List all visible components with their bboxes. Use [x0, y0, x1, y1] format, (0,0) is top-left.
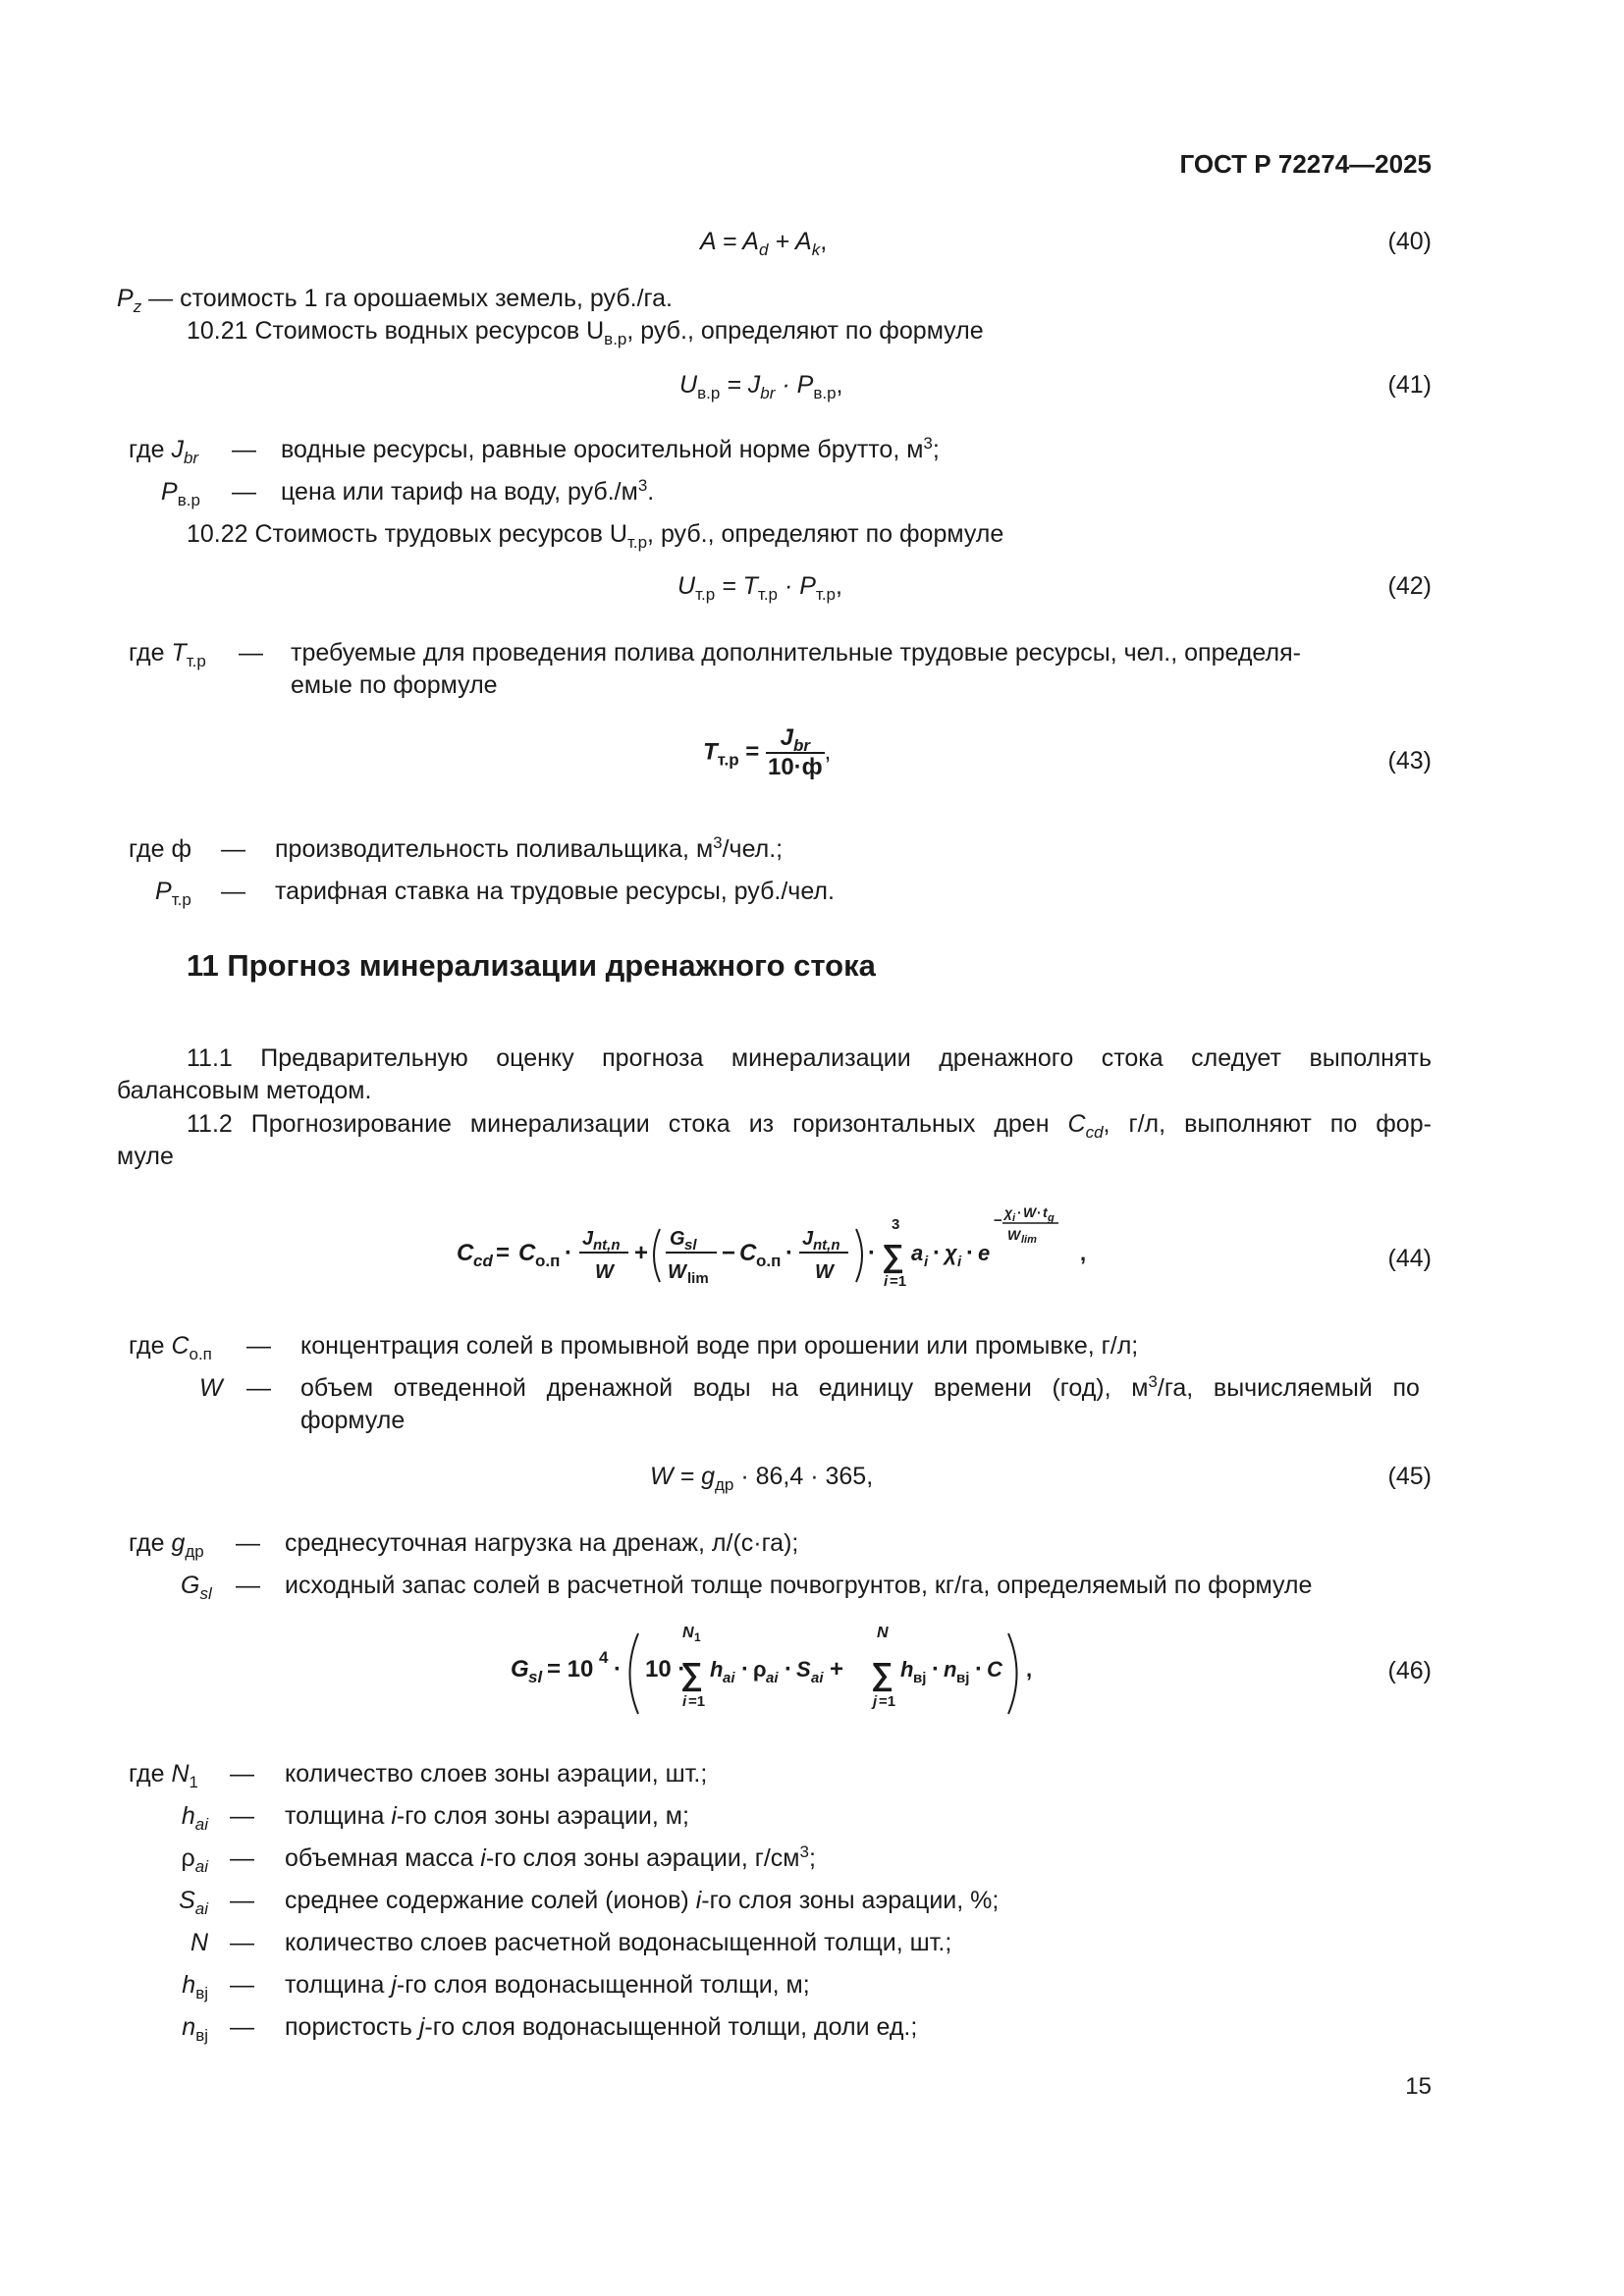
where-text: толщина j-го слоя водонасыщенной толщи, м;: [285, 1971, 810, 1999]
equation-41: $U_{в.р} = J_{br} \cdot P_{в.р}$,: [679, 371, 843, 402]
svg-text:W: W: [1007, 1227, 1021, 1243]
svg-text:вj: вj: [913, 1670, 927, 1686]
svg-text:J: J: [582, 1228, 594, 1250]
svg-text:e: e: [978, 1241, 991, 1265]
document-id: ГОСТ Р 72274—2025: [1179, 149, 1432, 179]
where-text: среднее содержание солей (ионов) i-го слоя зоны аэрации, %;: [285, 1887, 1000, 1914]
dash: —: [230, 1760, 254, 1788]
where-text: цена или тариф на воду, $руб./м^3$.: [281, 476, 655, 506]
dash: —: [232, 478, 256, 506]
svg-text:lim: lim: [1021, 1234, 1037, 1246]
svg-text:ρ: ρ: [753, 1657, 767, 1682]
svg-text:·: ·: [785, 1240, 793, 1266]
dash: —: [230, 2013, 254, 2041]
equation-number: (44): [1387, 1245, 1432, 1272]
svg-text:J: J: [802, 1228, 814, 1250]
dash: —: [230, 1929, 254, 1956]
equation-number: (40): [1387, 228, 1432, 255]
where-row: $P_{т.р}$: [155, 878, 191, 909]
svg-text:·: ·: [614, 1656, 622, 1682]
svg-text:h: h: [710, 1657, 724, 1682]
svg-text:=1: =1: [890, 1273, 907, 1290]
svg-text:nt,n: nt,n: [813, 1237, 840, 1254]
where-text: среднесуточная нагрузка на дренаж, л/(с·га);: [285, 1529, 799, 1557]
svg-text:S: S: [796, 1657, 811, 1682]
equation-number: (41): [1387, 371, 1432, 399]
svg-text:W: W: [1023, 1204, 1037, 1220]
svg-text:·: ·: [975, 1656, 983, 1682]
svg-text:i: i: [884, 1273, 889, 1290]
dash: —: [230, 1887, 254, 1914]
svg-text:i: i: [682, 1693, 687, 1710]
equation-number: (46): [1387, 1657, 1432, 1684]
where-row: W: [199, 1374, 223, 1402]
svg-text:ai: ai: [766, 1670, 779, 1686]
svg-text:χ: χ: [1004, 1204, 1013, 1220]
where-text: емые по формуле: [291, 671, 498, 699]
svg-text:i: i: [924, 1254, 929, 1270]
paragraph-11-1-cont: балансовым методом.: [117, 1077, 372, 1104]
where-row: $\rho_{ai}$: [181, 1844, 208, 1876]
svg-text:+: +: [634, 1240, 649, 1266]
where-text: объем отведенной дренажной воды на единицу времени (год), $м^3/га$, вычисляемый по: [300, 1372, 1420, 1402]
where-text: требуемые для проведения полива дополнительные трудовые ресурсы, чел., определя-: [291, 639, 1301, 667]
dash: —: [246, 1332, 271, 1360]
dash: —: [221, 835, 245, 863]
dash: —: [239, 639, 263, 667]
svg-text:g: g: [1048, 1212, 1055, 1224]
svg-text:·: ·: [933, 1240, 941, 1266]
where-text: толщина i-го слоя зоны аэрации, м;: [285, 1802, 689, 1830]
svg-text:∑: ∑: [871, 1656, 893, 1691]
paragraph-10-21: 10.21 Стоимость водных ресурсов $U_{в.р}$, руб., определяют по формуле: [187, 317, 984, 348]
svg-text:sl: sl: [528, 1668, 543, 1686]
svg-text:3: 3: [892, 1216, 900, 1233]
where-text: количество слоев зоны аэрации, шт.;: [285, 1760, 708, 1788]
where-text: тарифная ставка на трудовые ресурсы, руб./чел.: [275, 878, 835, 905]
page-number: 15: [1405, 2073, 1432, 2100]
where-row: N: [189, 1929, 208, 1956]
where-row: $G_{sl}$: [181, 1572, 212, 1603]
dash: —: [232, 436, 256, 463]
dash: —: [236, 1529, 260, 1557]
equation-45: $W = g_{др} \cdot 86,4 \cdot 365$,: [650, 1463, 874, 1494]
svg-text:1: 1: [694, 1630, 701, 1644]
svg-text:cd: cd: [473, 1252, 493, 1270]
svg-text:N: N: [877, 1625, 889, 1641]
svg-text:i: i: [1012, 1212, 1016, 1224]
svg-text:∑: ∑: [882, 1238, 904, 1273]
where-row: где ф: [129, 835, 192, 863]
svg-text:j: j: [873, 1693, 878, 1710]
equation-number: (42): [1387, 572, 1432, 600]
where-text: пористость j-го слоя водонасыщенной толщи, доли ед.;: [285, 2013, 918, 2041]
svg-text:n: n: [944, 1657, 957, 1682]
svg-text:10 ·: 10 ·: [645, 1656, 686, 1682]
svg-text:,: ,: [1026, 1657, 1033, 1682]
dash: —: [230, 1971, 254, 1999]
where-text: количество слоев расчетной водонасыщенной толщи, шт.;: [285, 1929, 952, 1956]
where-text: концентрация солей в промывной воде при орошении или промывке, г/л;: [300, 1332, 1139, 1360]
svg-text:i: i: [957, 1254, 962, 1270]
svg-text:W: W: [668, 1261, 686, 1283]
where-row: $n_{вj}$: [182, 2013, 208, 2045]
svg-text:nt,n: nt,n: [593, 1237, 621, 1254]
svg-text:=: =: [496, 1240, 511, 1266]
svg-text:∑: ∑: [680, 1656, 703, 1691]
paragraph-11-2: 11.2 Прогнозирование минерализации стока из горизонтальных дрен $C_{cd}$, г/л, выполняют по фор-: [187, 1110, 1432, 1142]
where-row: где $T_{т.р}$: [129, 639, 206, 670]
svg-text:о.п: о.п: [756, 1252, 782, 1270]
section-heading: 11 Прогноз минерализации дренажного стока: [187, 948, 876, 983]
equation-42: $U_{т.р} = T_{т.р} \cdot P_{т.р}$,: [677, 572, 842, 604]
paragraph-11-1: 11.1 Предварительную оценку прогноза минерализации дренажного стока следует выполнять: [187, 1044, 1432, 1072]
where-text: производительность поливальщика, $м^3$/чел.;: [275, 833, 784, 863]
dash: —: [221, 878, 245, 905]
where-text: водные ресурсы, равные оросительной норме брутто, $м^3$;: [281, 434, 940, 463]
svg-text:·: ·: [1017, 1204, 1022, 1220]
where-row: $h_{вj}$: [182, 1971, 208, 2002]
svg-text:−: −: [994, 1212, 1002, 1229]
svg-text:a: a: [911, 1241, 924, 1265]
dash: —: [236, 1572, 260, 1599]
svg-text:ai: ai: [811, 1670, 824, 1686]
equation-40: $A = A_d + A_k$,: [700, 228, 828, 259]
where-row: $S_{ai}$: [179, 1887, 208, 1918]
svg-text:·: ·: [1037, 1204, 1042, 1220]
equation-number: (43): [1387, 747, 1432, 774]
svg-text:W: W: [595, 1261, 614, 1283]
equation-44: [452, 1196, 1119, 1304]
where-text: формуле: [300, 1407, 406, 1434]
svg-text:·: ·: [565, 1240, 572, 1266]
svg-text:·: ·: [932, 1656, 940, 1682]
svg-text:h: h: [900, 1657, 914, 1682]
where-text: исходный запас солей в расчетной толще почвогрунтов, кг/га, определяемый по формуле: [285, 1572, 1313, 1599]
dash: —: [230, 1802, 254, 1830]
svg-text:χ: χ: [945, 1241, 957, 1265]
svg-text:=1: =1: [688, 1693, 706, 1710]
svg-text:·: ·: [785, 1656, 792, 1682]
equation-43: $T_{т.р}$ = $J_{br}$ 10·ф ,: [703, 724, 832, 780]
svg-text:C: C: [457, 1240, 474, 1266]
svg-text:C: C: [987, 1657, 1002, 1682]
dash: —: [230, 1844, 254, 1872]
equation-46: [506, 1620, 1056, 1728]
definition-pz: $P_z$ — стоимость 1 га орошаемых земель, руб./га.: [117, 285, 673, 316]
svg-text:+: +: [830, 1656, 844, 1682]
where-text: объемная масса i-го слоя зоны аэрации, $г/см^3$;: [285, 1842, 816, 1872]
svg-text:W: W: [815, 1261, 834, 1283]
svg-text:lim: lim: [687, 1270, 709, 1287]
svg-text:·: ·: [868, 1240, 876, 1266]
where-row: где $g_{др}$: [129, 1529, 204, 1561]
svg-text:N: N: [682, 1625, 694, 1641]
where-row: где $J_{br}$: [129, 436, 199, 467]
where-row: где $N_1$: [129, 1760, 198, 1791]
where-row: где $C_{о.п}$: [129, 1332, 212, 1363]
svg-text:·: ·: [966, 1240, 974, 1266]
svg-text:= 10: = 10: [547, 1656, 594, 1682]
dash: —: [246, 1374, 271, 1402]
equation-number: (45): [1387, 1463, 1432, 1490]
svg-text:C: C: [739, 1240, 757, 1266]
svg-text:о.п: о.п: [535, 1252, 561, 1270]
svg-text:G: G: [670, 1228, 685, 1250]
svg-text:=1: =1: [879, 1693, 896, 1710]
paragraph-11-2-cont: муле: [117, 1143, 174, 1170]
paragraph-10-22: 10.22 Стоимость трудовых ресурсов $U_{т.р}$, руб., определяют по формуле: [187, 520, 1004, 552]
svg-text:−: −: [722, 1240, 736, 1266]
where-row: $P_{в.р}$: [161, 478, 200, 509]
svg-text:·: ·: [741, 1656, 749, 1682]
svg-text:sl: sl: [684, 1237, 697, 1254]
where-row: $h_{ai}$: [181, 1802, 208, 1834]
svg-text:вj: вj: [956, 1670, 970, 1686]
svg-text:t: t: [1043, 1204, 1048, 1220]
svg-text:C: C: [518, 1240, 536, 1266]
svg-text:G: G: [511, 1656, 529, 1682]
svg-text:ai: ai: [723, 1670, 735, 1686]
svg-text:4: 4: [599, 1648, 609, 1667]
svg-text:,: ,: [1080, 1241, 1087, 1265]
